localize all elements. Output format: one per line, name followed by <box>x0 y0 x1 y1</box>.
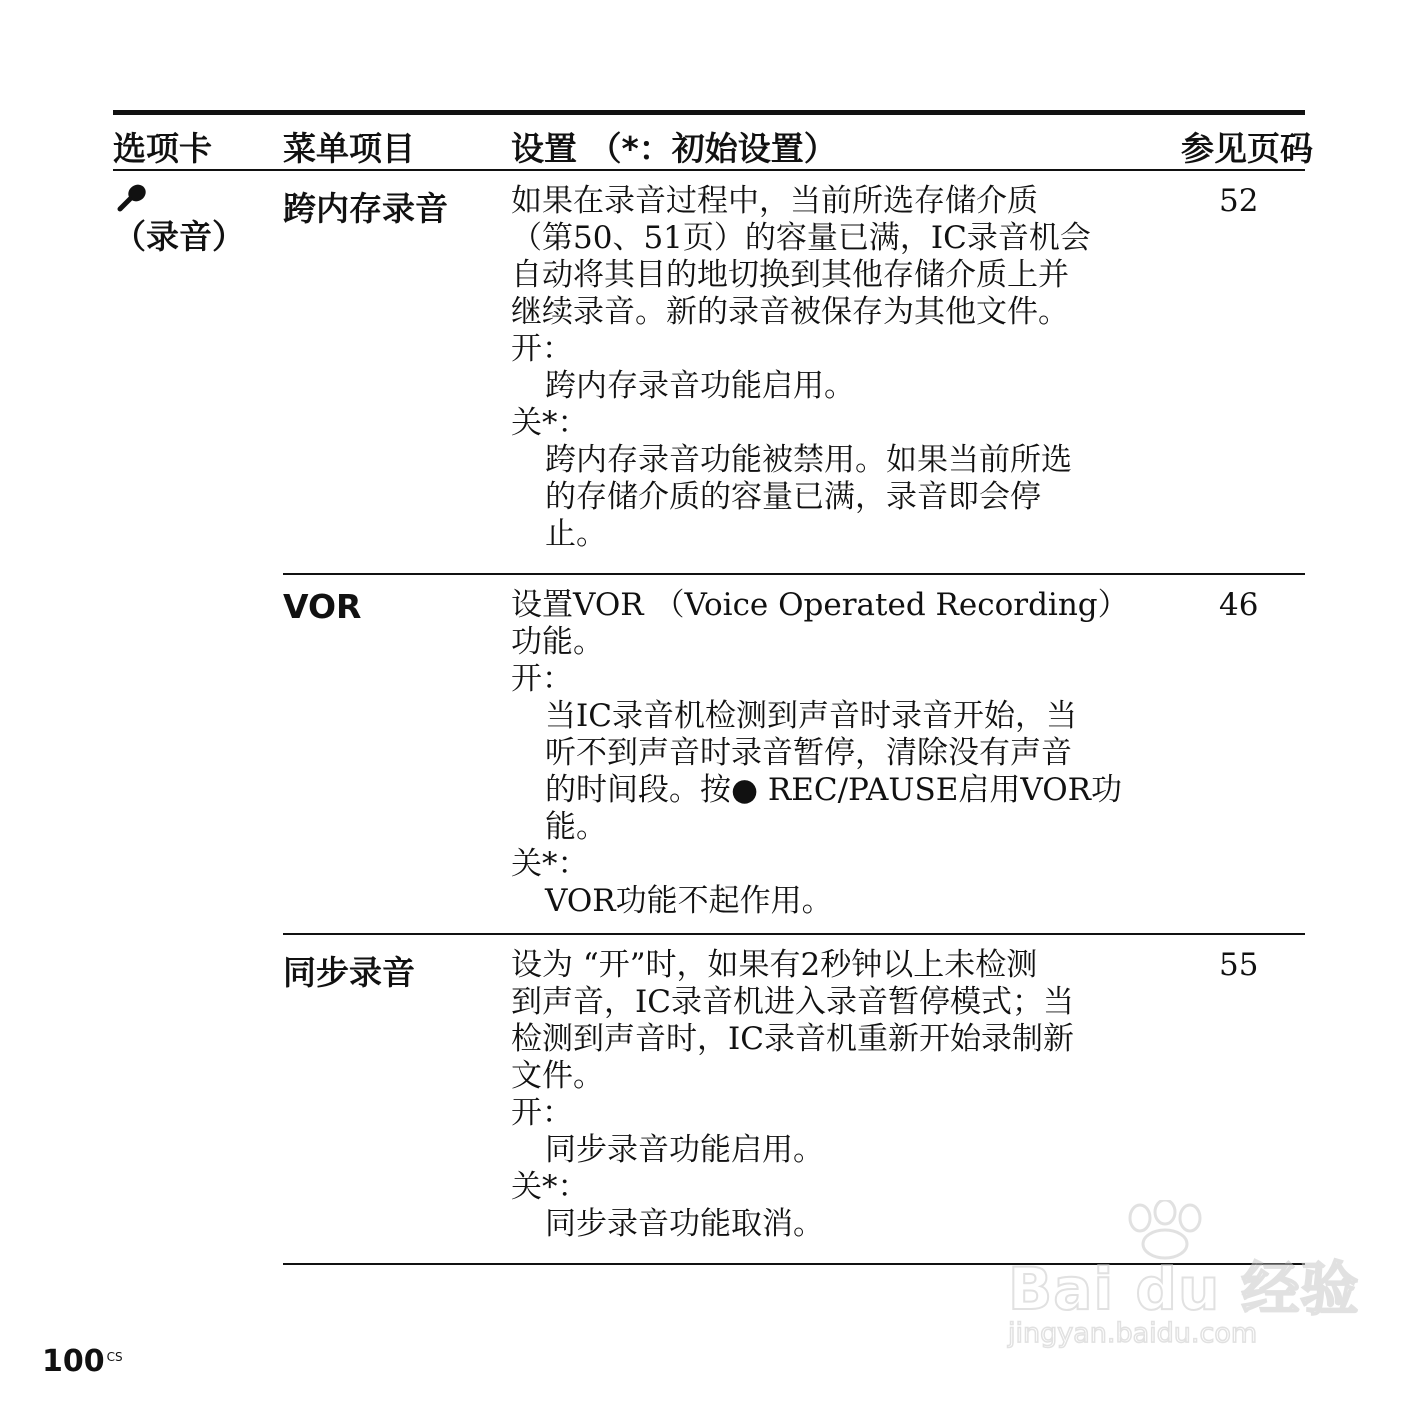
header-tab: 选项卡 <box>113 129 212 168</box>
page-ref: 46 <box>1219 587 1259 623</box>
baidu-watermark <box>1000 1200 1360 1370</box>
page-ref: 52 <box>1219 183 1259 219</box>
setting-description <box>511 587 1171 920</box>
desc-line: 自动将其目的地切换到其他存储介质上并 <box>511 257 1069 293</box>
desc-line: 设为 “开”时，如果有2秒钟以上未检测 <box>511 947 1038 983</box>
option-off-label: 关*： <box>511 1169 589 1205</box>
watermark-url: jingyan.baidu.com <box>1008 1318 1258 1349</box>
option-on-text: 听不到声音时录音暂停，清除没有声音 <box>545 735 1072 771</box>
option-on-text: 能。 <box>545 809 607 845</box>
table-row <box>113 171 1305 575</box>
desc-line: 文件。 <box>511 1058 604 1094</box>
desc-line: 功能。 <box>511 624 604 660</box>
option-on-label: 开： <box>511 661 573 697</box>
desc-line: 到声音，IC录音机进入录音暂停模式；当 <box>511 984 1074 1020</box>
page-number-value: 100 <box>42 1344 105 1379</box>
microphone-icon <box>115 183 149 213</box>
desc-line: 如果在录音过程中，当前所选存储介质 <box>511 183 1038 219</box>
setting-description <box>511 947 1171 1243</box>
option-off-text: 跨内存录音功能被禁用。如果当前所选 <box>545 442 1072 478</box>
menu-item-cross-memory: 跨内存录音 <box>283 189 448 228</box>
table-header <box>113 115 1313 169</box>
header-page-ref: 参见页码 <box>1181 129 1313 168</box>
page-ref: 55 <box>1219 947 1259 983</box>
option-off-text: 同步录音功能取消。 <box>545 1206 824 1242</box>
menu-item-vor: VOR <box>283 587 362 626</box>
menu-item-sync-recording: 同步录音 <box>283 953 415 992</box>
option-on-label: 开： <box>511 331 573 367</box>
option-off-text: 的存储介质的容量已满，录音即会停 <box>545 479 1041 515</box>
option-on-label: 开： <box>511 1095 573 1131</box>
desc-line: 设置VOR （Voice Operated Recording） <box>511 587 1129 623</box>
option-off-label: 关*： <box>511 405 589 441</box>
settings-table <box>113 110 1313 1265</box>
tab-cell <box>113 183 245 258</box>
table-row <box>113 575 1305 935</box>
setting-description <box>511 183 1171 553</box>
desc-line: 检测到声音时，IC录音机重新开始录制新 <box>511 1021 1074 1057</box>
tab-label: （录音） <box>113 217 245 256</box>
header-menu-item: 菜单项目 <box>283 129 415 168</box>
option-on-text: 当IC录音机检测到声音时录音开始，当 <box>545 698 1077 734</box>
desc-line: 继续录音。新的录音被保存为其他文件。 <box>511 294 1069 330</box>
option-on-text: 同步录音功能启用。 <box>545 1132 824 1168</box>
option-on-text: 的时间段。按● REC/PAUSE启用VOR功 <box>545 772 1123 808</box>
option-off-label: 关*： <box>511 846 589 882</box>
option-on-text: 跨内存录音功能启用。 <box>545 368 855 404</box>
page-number-suffix: CS <box>106 1350 123 1364</box>
watermark-logo: Bai du 经验 <box>1008 1255 1360 1323</box>
option-off-text: 止。 <box>545 516 607 552</box>
page-number <box>42 1344 123 1379</box>
header-setting: 设置 （*：初始设置） <box>511 129 837 168</box>
desc-line: （第50、51页）的容量已满，IC录音机会 <box>511 220 1091 256</box>
option-off-text: VOR功能不起作用。 <box>545 883 833 919</box>
